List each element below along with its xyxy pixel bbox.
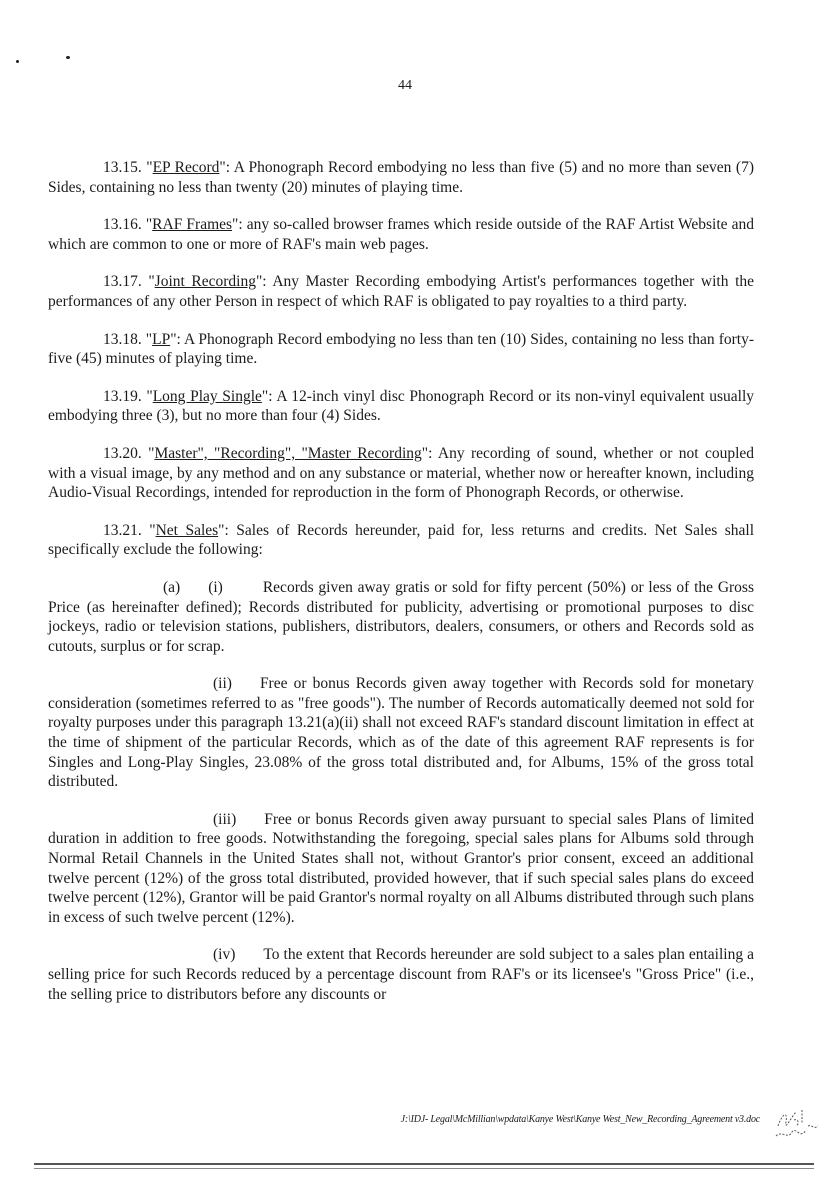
- item-a-i: (a) (i) Records given away gratis or sold for fifty percent (50%) or less of the Gross Price (as hereinafter defined); Records distributed for publicity, advertising or promotional purposes to disc jockeys, radio or television stations, publishers, distributors, dealers, consumers, or others and Records sold as cutouts, surplus or for scrap.: [48, 578, 754, 655]
- section-13-21: 13.21. "Net Sales": Sales of Records hereunder, paid for, less returns and credits. Net Sales shall specifically exclude the following:: [48, 521, 755, 559]
- section-13-18: 13.18. "LP": A Phonograph Record embodying no less than ten (10) Sides, containing no less than forty-five (45) minutes of playing time.: [48, 330, 754, 368]
- bottom-rule: [34, 1163, 814, 1165]
- footer-file-path: J:\IDJ- Legal\McMillian\wpdata\Kanye West\Kanye West_New_Recording_Agreement v3.doc: [400, 1114, 760, 1125]
- defined-term: EP Record: [152, 159, 220, 176]
- item-iii: (iii) Free or bonus Records given away pursuant to special sales Plans of limited duration in addition to free goods. Notwithstanding the foregoing, special sales plans for Albums sold through Normal Retail Channels in the United States shall not, without Grantor's prior consent, exceed an additional twelve percent (12%) of the gross total distributed, provided however, that if such special sales plans do exceed twelve percent (12%), Grantor will be paid Grantor's normal royalty on all Albums distributed through such plans in excess of such twelve percent (12%).: [48, 810, 754, 926]
- item-label: (i): [208, 578, 223, 596]
- section-13-17: 13.17. "Joint Recording": Any Master Recording embodying Artist's performances together with the performances of any other Person in respect of which RAF is obligated to pay royalties to a third party.: [48, 273, 755, 310]
- item-label: (a): [163, 578, 181, 596]
- item-ii: (ii) Free or bonus Records given away together with Records sold for monetary consideration (sometimes referred to as "free goods"). The number of Records automatically deemed not sold for royalty purposes under this paragraph 13.21(a)(ii) shall not exceed RAF's standard discount limitation in effect at the time of shipment of the particular Records, which as of the date of this agreement RAF represents is for Singles and Long-Play Singles, 23.08% of the gross total distributed and, for Albums, 15% of the gross total distributed.: [48, 675, 754, 791]
- scan-speck: [16, 60, 19, 63]
- defined-term: Net Sales: [155, 521, 219, 539]
- section-13-16: 13.16. "RAF Frames": any so-called browser frames which reside outside of the RAF Artist Website and which are common to one or more of RAF's main web pages.: [48, 216, 754, 253]
- defined-term: Master", "Recording", "Master Recording: [154, 444, 422, 462]
- section-13-15: 13.15. "EP Record": A Phonograph Record embodying no less than five (5) and no more than seven (7) Sides, containing no less than twenty (20) minutes of playing time.: [48, 159, 755, 196]
- handwritten-initials: [772, 1096, 824, 1148]
- defined-term: LP: [152, 330, 171, 348]
- bottom-rule: [34, 1168, 814, 1169]
- document-body: [48, 158, 754, 1022]
- item-label: (iii): [213, 810, 237, 828]
- item-iv: (iv) To the extent that Records hereunder are sold subject to a sales plan entailing a selling price for such Records reduced by a percentage discount from RAF's or its licensee's "Gross Price" (i.e., the selling price to distributors before any discounts or: [48, 946, 754, 1003]
- section-13-20: 13.20. "Master", "Recording", "Master Recording": Any recording of sound, whether or not coupled with a visual image, by any method and on any substance or material, whether now or hereafter known, including Audio-Visual Recordings, intended for reproduction in the form of Phonograph Records, or otherwise.: [48, 444, 755, 502]
- defined-term: RAF Frames: [152, 216, 233, 234]
- item-label: (iv): [213, 946, 236, 964]
- defined-term: Long Play Single: [152, 387, 262, 405]
- defined-term: Joint Recording: [154, 273, 256, 291]
- item-label: (ii): [213, 675, 232, 693]
- section-13-19: 13.19. "Long Play Single": A 12-inch vinyl disc Phonograph Record or its non-vinyl equivalent usually embodying three (3), but no more than four (4) Sides.: [48, 387, 755, 425]
- scan-speck: [66, 56, 70, 59]
- page-number: 44: [398, 78, 412, 93]
